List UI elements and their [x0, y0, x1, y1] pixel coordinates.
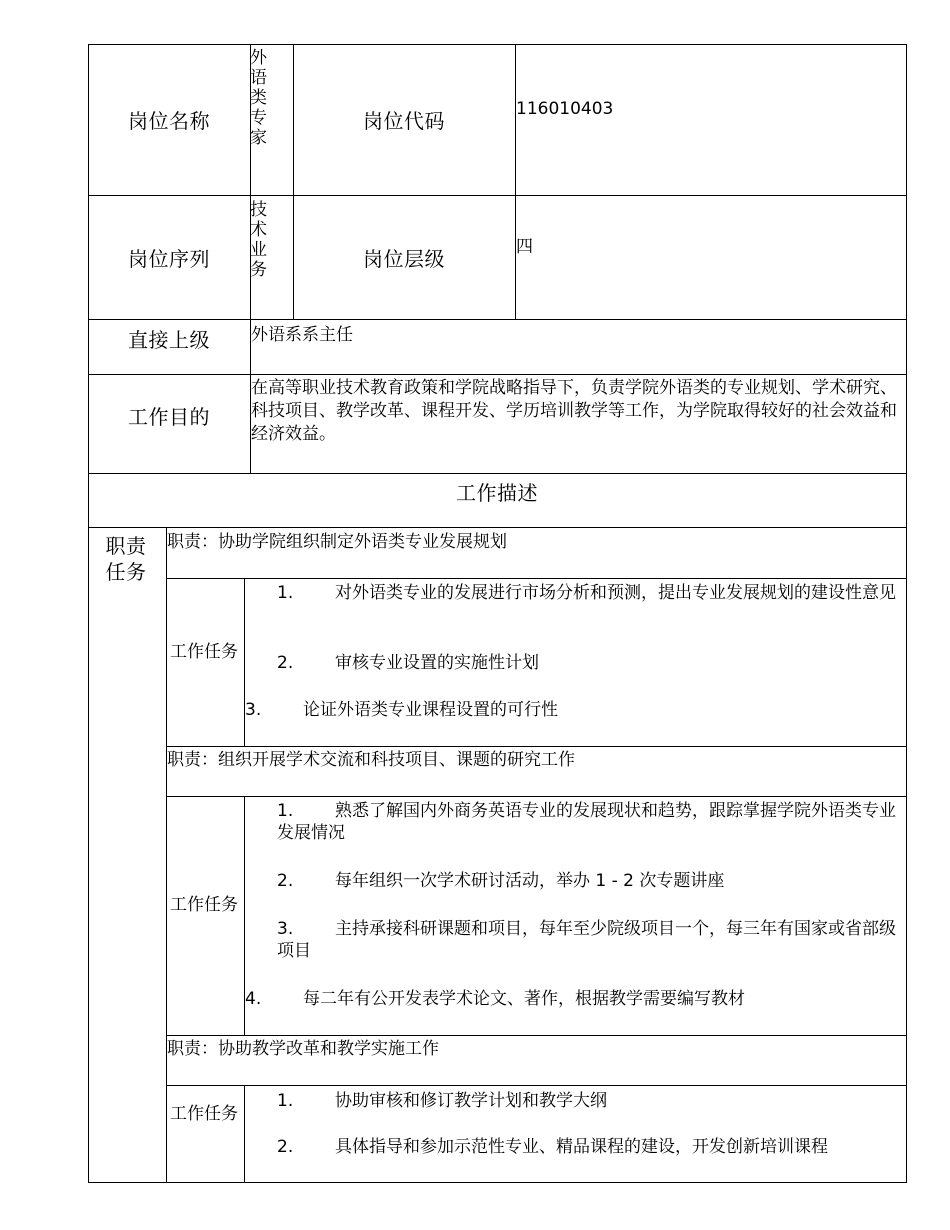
task-item	[245, 988, 899, 1010]
duty-title: 职责：协助学院组织制定外语类专业发展规划	[167, 532, 507, 552]
task-item	[277, 582, 899, 604]
task-text: 具体指导和参加示范性专业、精品课程的建设，开发创新培训课程	[335, 1137, 828, 1157]
position-name-label: 岗位名称	[128, 109, 210, 133]
task-item	[277, 1136, 899, 1158]
position-name-value: 外语类专家	[250, 48, 267, 148]
task-number: 2.	[277, 653, 294, 673]
section-title: 工作描述	[456, 480, 538, 505]
task-item	[277, 870, 899, 892]
task-text: 审核专业设置的实施性计划	[335, 653, 539, 673]
task-text: 每二年有公开发表学术论文、著作，根据教学需要编写教材	[303, 989, 745, 1009]
duty-title: 职责：组织开展学术交流和科技项目、课题的研究工作	[167, 750, 575, 770]
task-number: 4.	[245, 989, 262, 1009]
position-code-label: 岗位代码	[363, 109, 445, 133]
position-level-label: 岗位层级	[363, 246, 445, 271]
duties-label: 职责任务	[105, 534, 147, 584]
task-text: 主持承接科研课题和项目，每年至少院级项目一个，每三年有国家或省部级项目	[277, 919, 896, 961]
position-code-value: 116010403	[516, 99, 614, 119]
task-label: 工作任务	[170, 641, 238, 662]
task-text: 每年组织一次学术研讨活动，举办 1 - 2 次专题讲座	[335, 871, 725, 891]
task-item	[245, 699, 899, 721]
superior-value: 外语系系主任	[251, 325, 353, 345]
task-item	[277, 1090, 899, 1112]
position-level-value: 四	[516, 237, 533, 257]
position-sequence-label: 岗位序列	[128, 246, 210, 271]
task-number: 3.	[277, 919, 294, 939]
task-item	[277, 918, 899, 962]
superior-label: 直接上级	[128, 328, 210, 352]
task-number: 2.	[277, 1137, 294, 1157]
task-text: 对外语类专业的发展进行市场分析和预测，提出专业发展规划的建设性意见	[335, 583, 896, 603]
task-text: 论证外语类专业课程设置的可行性	[303, 700, 558, 720]
task-item	[277, 652, 899, 674]
task-number: 1.	[277, 583, 294, 603]
task-label: 工作任务	[170, 1103, 238, 1124]
task-item	[277, 800, 899, 844]
task-number: 1.	[277, 1091, 294, 1111]
task-label: 工作任务	[170, 894, 238, 915]
task-number: 3.	[245, 700, 262, 720]
purpose-value: 在高等职业技术教育政策和学院战略指导下，负责学院外语类的专业规划、学术研究、科技项目、教学改革、课程开发、学历培训教学等工作，为学院取得较好的社会效益和经济效益。	[251, 378, 897, 444]
task-number: 1.	[277, 801, 294, 821]
purpose-label: 工作目的	[128, 405, 210, 429]
task-number: 2.	[277, 871, 294, 891]
task-text: 熟悉了解国内外商务英语专业的发展现状和趋势，跟踪掌握学院外语类专业发展情况	[277, 801, 896, 843]
task-text: 协助审核和修订教学计划和教学大纲	[335, 1091, 607, 1111]
duty-title: 职责：协助教学改革和教学实施工作	[167, 1039, 439, 1059]
position-sequence-value: 技术业务	[250, 200, 267, 280]
